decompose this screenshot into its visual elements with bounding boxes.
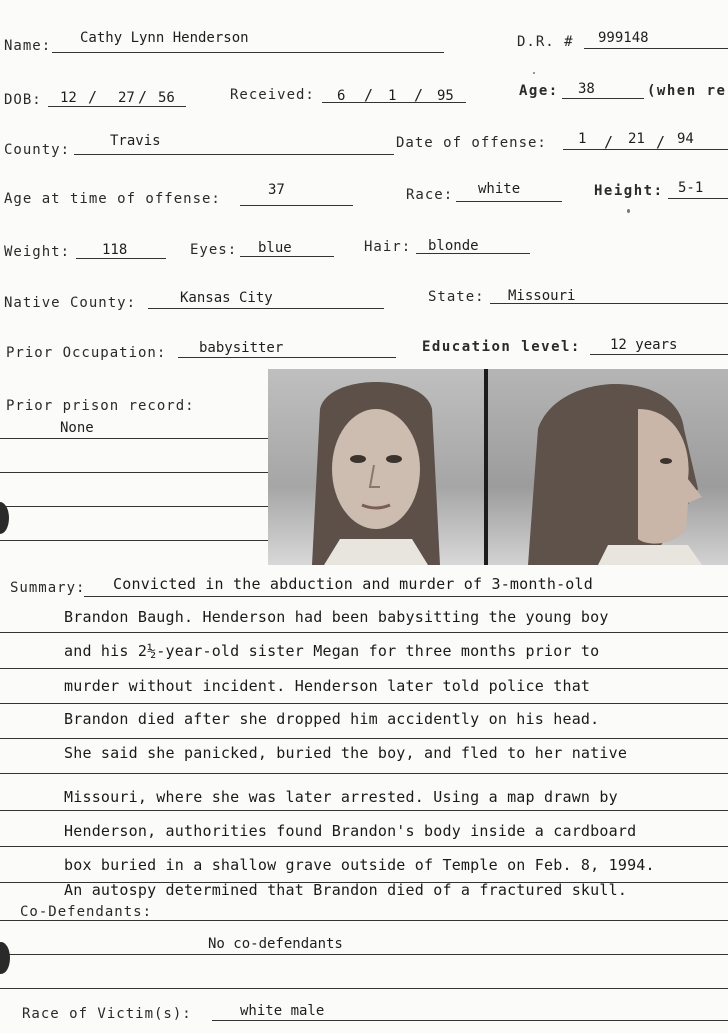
offense-separator: /	[656, 133, 666, 151]
height-underline	[668, 198, 728, 199]
education-label: Education level:	[422, 339, 581, 355]
dob-separator: /	[138, 88, 148, 106]
punch-hole	[0, 942, 10, 974]
received-separator: /	[414, 86, 424, 104]
height-value: 5-1	[678, 180, 704, 196]
age-at-offense-underline	[240, 205, 353, 206]
received-year: 95	[437, 88, 454, 104]
offense-day: 21	[628, 131, 645, 147]
received-month: 6	[337, 88, 346, 104]
summary-line: murder without incident. Henderson later told police that	[64, 677, 591, 695]
co-defendants-underline	[0, 954, 728, 955]
age-value: 38	[578, 81, 595, 97]
prior-occupation-underline	[178, 357, 396, 358]
summary-underline	[0, 632, 728, 633]
race-of-victims-underline	[212, 1020, 728, 1021]
dob-separator: /	[88, 88, 98, 106]
summary-line: She said she panicked, buried the boy, and fled to her native	[64, 744, 628, 762]
summary-line: Brandon died after she dropped him accidently on his head.	[64, 710, 600, 728]
dr-underline	[584, 48, 728, 49]
name-underline	[52, 52, 444, 53]
state-label: State:	[428, 289, 485, 305]
profile-view-photo	[488, 369, 728, 565]
dob-underline	[48, 106, 186, 107]
summary-underline	[0, 703, 728, 704]
education-value: 12 years	[610, 337, 678, 353]
offense-separator: /	[604, 133, 614, 151]
race-underline	[456, 201, 562, 202]
native-county-underline	[148, 308, 384, 309]
race-of-victims-label: Race of Victim(s):	[22, 1006, 192, 1022]
ink-speck	[627, 209, 630, 213]
summary-line: Convicted in the abduction and murder of 3-month-old	[113, 575, 593, 593]
dob-label: DOB:	[4, 92, 42, 108]
summary-underline	[0, 668, 728, 669]
weight-label: Weight:	[4, 244, 71, 260]
prior-record-line	[0, 472, 268, 473]
summary-line: Henderson, authorities found Brandon's body inside a cardboard	[64, 822, 637, 840]
weight-value: 118	[102, 242, 128, 258]
summary-underline	[84, 596, 728, 597]
front-view-photo	[268, 369, 484, 565]
native-county-label: Native County:	[4, 295, 137, 311]
hair-label: Hair:	[364, 239, 412, 255]
name-label: Name:	[4, 38, 52, 54]
co-defendants-underline	[0, 988, 728, 989]
native-county-value: Kansas City	[180, 290, 273, 306]
age-at-offense-value: 37	[268, 182, 285, 198]
weight-underline	[76, 258, 166, 259]
age-at-offense-label: Age at time of offense:	[4, 191, 221, 207]
received-label: Received:	[230, 87, 315, 103]
prior-prison-value: None	[60, 420, 94, 436]
summary-line: box buried in a shallow grave outside of Temple on Feb. 8, 1994.	[64, 856, 655, 874]
ink-speck	[533, 72, 535, 74]
age-underline	[562, 98, 644, 99]
county-value: Travis	[110, 133, 161, 149]
prior-occupation-label: Prior Occupation:	[6, 345, 167, 361]
race-label: Race:	[406, 187, 454, 203]
received-separator: /	[364, 86, 374, 104]
summary-label: Summary:	[10, 580, 86, 596]
dob-day: 27	[118, 90, 135, 106]
prior-record-line	[0, 506, 268, 507]
prior-record-line	[0, 438, 268, 439]
prior-prison-label: Prior prison record:	[6, 398, 195, 414]
dr-label: D.R. #	[517, 34, 574, 50]
summary-underline	[0, 810, 728, 811]
mugshot-photo	[268, 369, 728, 565]
prior-record-line	[0, 540, 268, 541]
summary-underline	[0, 846, 728, 847]
county-underline	[74, 154, 394, 155]
prior-occupation-value: babysitter	[199, 340, 284, 356]
state-value: Missouri	[508, 288, 576, 304]
dob-year: 56	[158, 90, 175, 106]
offense-month: 1	[578, 131, 587, 147]
co-defendants-label: Co-Defendants:	[20, 904, 153, 920]
education-underline	[590, 354, 728, 355]
summary-underline	[0, 773, 728, 774]
dr-value: 999148	[598, 30, 649, 46]
summary-line: and his 2½-year-old sister Megan for three months prior to	[64, 642, 600, 660]
county-label: County:	[4, 142, 71, 158]
age-note: (when re	[647, 83, 727, 99]
hair-value: blonde	[428, 238, 479, 254]
received-day: 1	[388, 88, 397, 104]
race-of-victims-value: white male	[240, 1003, 325, 1019]
summary-line: An autospy determined that Brandon died of a fractured skull.	[64, 881, 628, 899]
date-of-offense-label: Date of offense:	[396, 135, 547, 151]
eyes-underline	[240, 256, 334, 257]
summary-line: Brandon Baugh. Henderson had been babysitting the young boy	[64, 608, 609, 626]
height-label: Height:	[594, 183, 664, 199]
race-value: white	[478, 181, 521, 197]
offense-year: 94	[677, 131, 694, 147]
date-of-offense-underline	[563, 149, 728, 150]
co-defendants-underline	[0, 920, 728, 921]
summary-underline	[0, 738, 728, 739]
dob-month: 12	[60, 90, 77, 106]
age-label: Age:	[519, 83, 559, 99]
eyes-value: blue	[258, 240, 292, 256]
co-defendants-value: No co-defendants	[208, 936, 343, 952]
name-value: Cathy Lynn Henderson	[80, 30, 249, 46]
summary-line: Missouri, where she was later arrested. Using a map drawn by	[64, 788, 618, 806]
eyes-label: Eyes:	[190, 242, 238, 258]
